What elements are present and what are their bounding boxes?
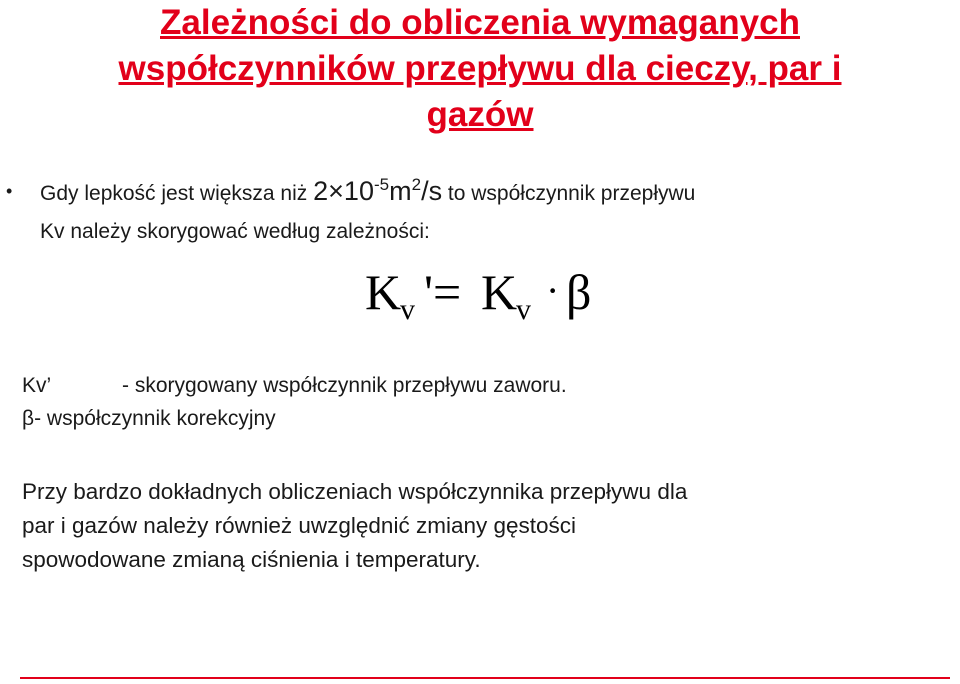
unit-m: m: [389, 176, 412, 206]
formula-prime-equals: '=: [424, 264, 462, 320]
footer-divider: [20, 677, 950, 679]
viscosity-condition-line: [40, 176, 695, 207]
bullet-icon: •: [6, 181, 13, 201]
definition-beta: [22, 402, 567, 435]
viscosity-num-a: 2: [313, 176, 329, 206]
definition-term: β: [22, 407, 35, 430]
paragraph-line-3: spowodowane zmianą ciśnienia i temperatury.: [22, 547, 481, 572]
formula-K1: K: [365, 264, 402, 320]
paragraph-line-2: par i gazów należy również uwzględnić zmiany gęstości: [22, 513, 577, 538]
title-line-2: współczynników przepływu dla cieczy, par i: [118, 49, 842, 88]
formula-K2: K: [481, 264, 518, 320]
definition-desc: - współczynnik korekcyjny: [34, 407, 276, 430]
definition-kv: [22, 369, 567, 402]
viscosity-coefficient: [313, 176, 442, 206]
definition-desc: - skorygowany współczynnik przepływu zaworu.: [122, 374, 567, 397]
paragraph-line-1: Przy bardzo dokładnych obliczeniach współczynnika przepływu dla: [22, 479, 688, 504]
formula-dot: ·: [546, 268, 560, 313]
times-symbol: ×: [328, 176, 344, 206]
correction-instruction: Kv należy skorygować według zależności:: [40, 220, 430, 243]
definition-term: Kv’: [22, 374, 52, 397]
exponent-2: 2: [411, 175, 422, 194]
exponent-1: -5: [373, 175, 390, 194]
title-line-1: Zależności do obliczenia wymaganych: [160, 3, 800, 42]
page-title: [0, 0, 960, 138]
formula-subscript-v1: v: [400, 293, 415, 326]
correction-formula: [0, 255, 960, 335]
definitions-list: [22, 369, 567, 435]
condition-text-after: to współczynnik przepływu: [442, 182, 696, 205]
condition-text-before: Gdy lepkość jest większa niż: [40, 182, 314, 205]
title-line-3: gazów: [426, 95, 534, 134]
unit-tail: /s: [421, 176, 443, 206]
gas-note-paragraph: [22, 475, 942, 577]
formula-subscript-v2: v: [516, 293, 531, 326]
viscosity-num-b: 10: [343, 176, 374, 206]
formula-beta: β: [566, 264, 592, 320]
